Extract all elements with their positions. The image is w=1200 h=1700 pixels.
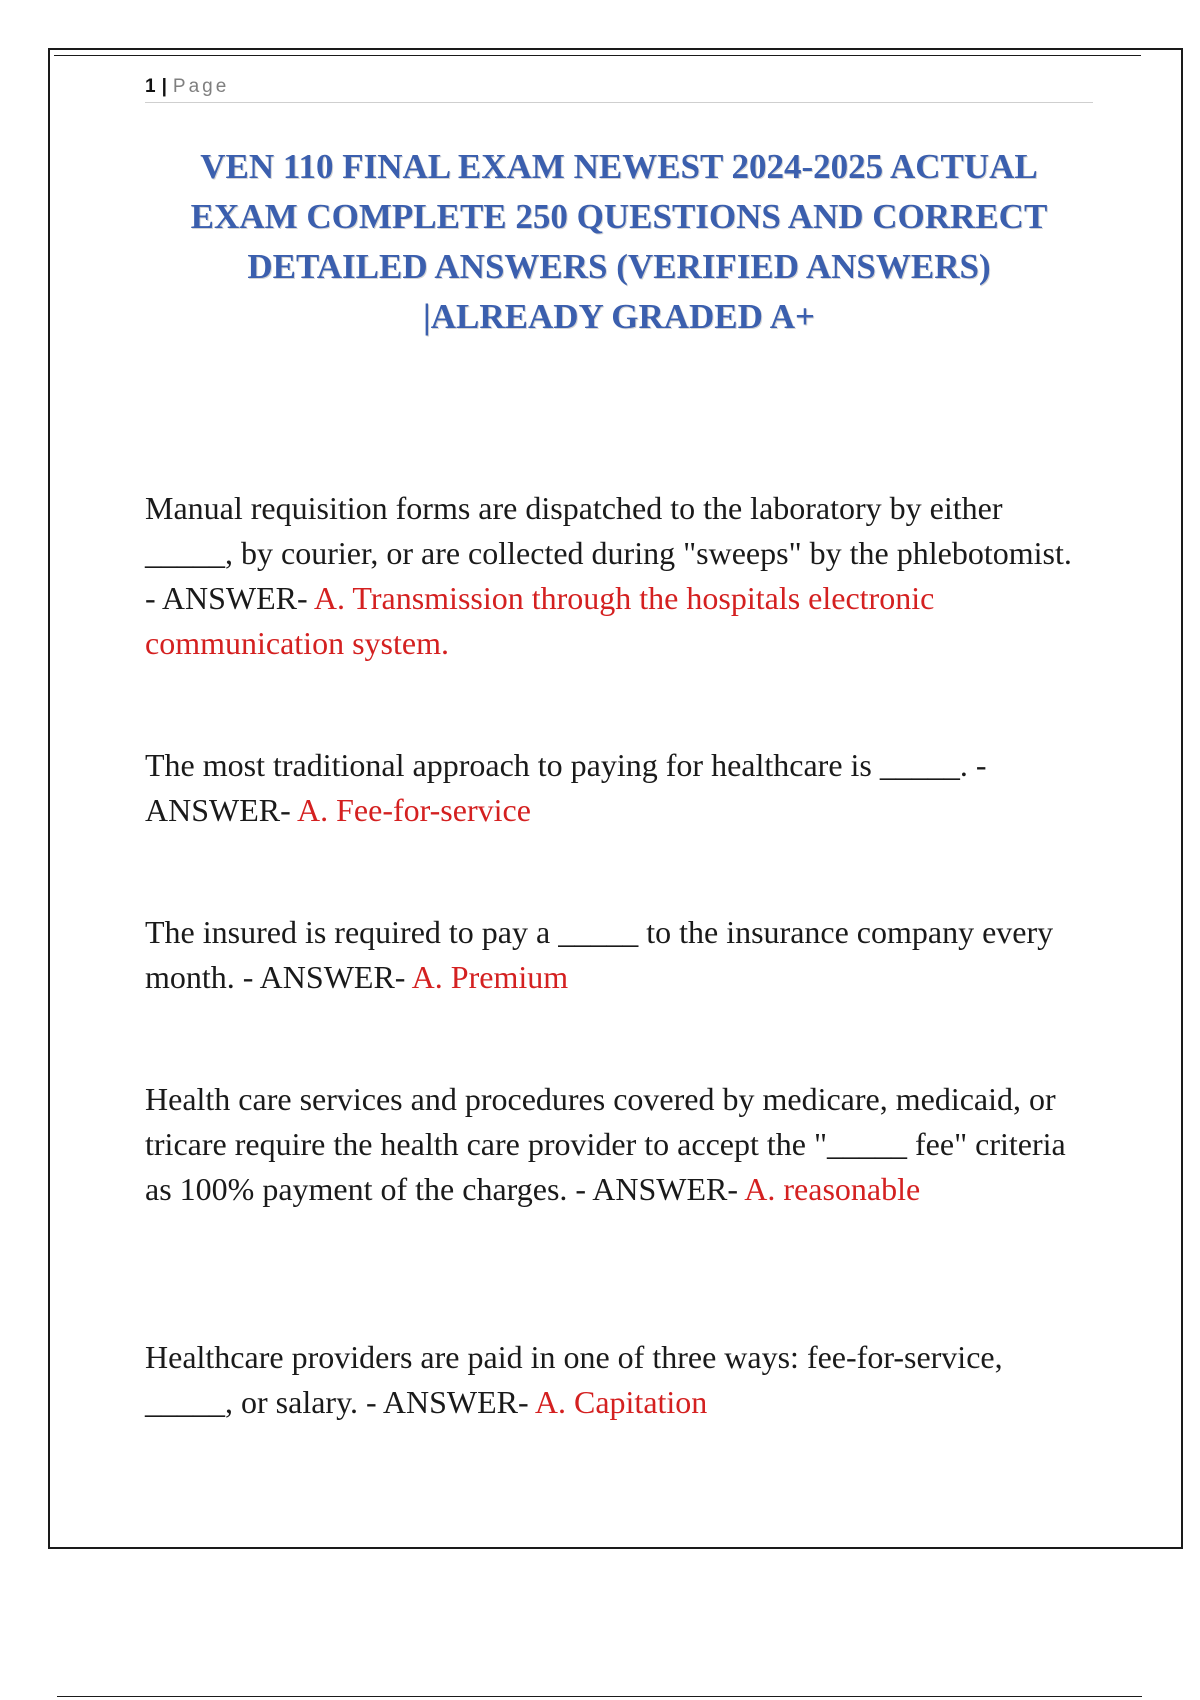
qa-item: [145, 910, 1090, 1000]
next-page-top-rule: [57, 1696, 1142, 1697]
answer-text: A. Fee-for-service: [297, 792, 531, 828]
answer-text: A. reasonable: [744, 1171, 921, 1207]
page-number: 1: [145, 76, 156, 97]
page-label: Page: [172, 76, 230, 97]
qa-item: [145, 486, 1090, 666]
title-line: |ALREADY GRADED A+: [423, 297, 815, 336]
document-title: [145, 142, 1093, 342]
qa-item: [145, 1077, 1090, 1212]
answer-text: A. Transmission through the hospitals electronic communication system.: [145, 580, 935, 661]
answer-text: A. Premium: [411, 959, 569, 995]
title-line: EXAM COMPLETE 250 QUESTIONS AND CORRECT: [190, 197, 1048, 236]
question-text: Manual requisition forms are dispatched to the laboratory by either _____, by courier, or are collected during "sweeps" by the phlebotomist. - ANSWER-: [145, 490, 1072, 616]
answer-text: A. Capitation: [534, 1384, 708, 1420]
question-text: The insured is required to pay a _____ to the insurance company every month. - ANSWER-: [145, 914, 1054, 995]
page-separator: |: [161, 76, 167, 97]
qa-item: [145, 1335, 1090, 1425]
title-line: DETAILED ANSWERS (VERIFIED ANSWERS): [247, 247, 991, 286]
title-line: VEN 110 FINAL EXAM NEWEST 2024-2025 ACTUAL: [200, 147, 1038, 186]
qa-item: [145, 743, 1090, 833]
question-text: Health care services and procedures covered by medicare, medicaid, or tricare require the health care provider to accept the "_____ fee" criteria as 100% payment of the charges. - ANSWER-: [145, 1081, 1066, 1207]
page-header: [145, 72, 1093, 103]
question-text: The most traditional approach to paying for healthcare is _____. - ANSWER-: [145, 747, 987, 828]
question-text: Healthcare providers are paid in one of three ways: fee-for-service, _____, or salary. - ANSWER-: [145, 1339, 1003, 1420]
